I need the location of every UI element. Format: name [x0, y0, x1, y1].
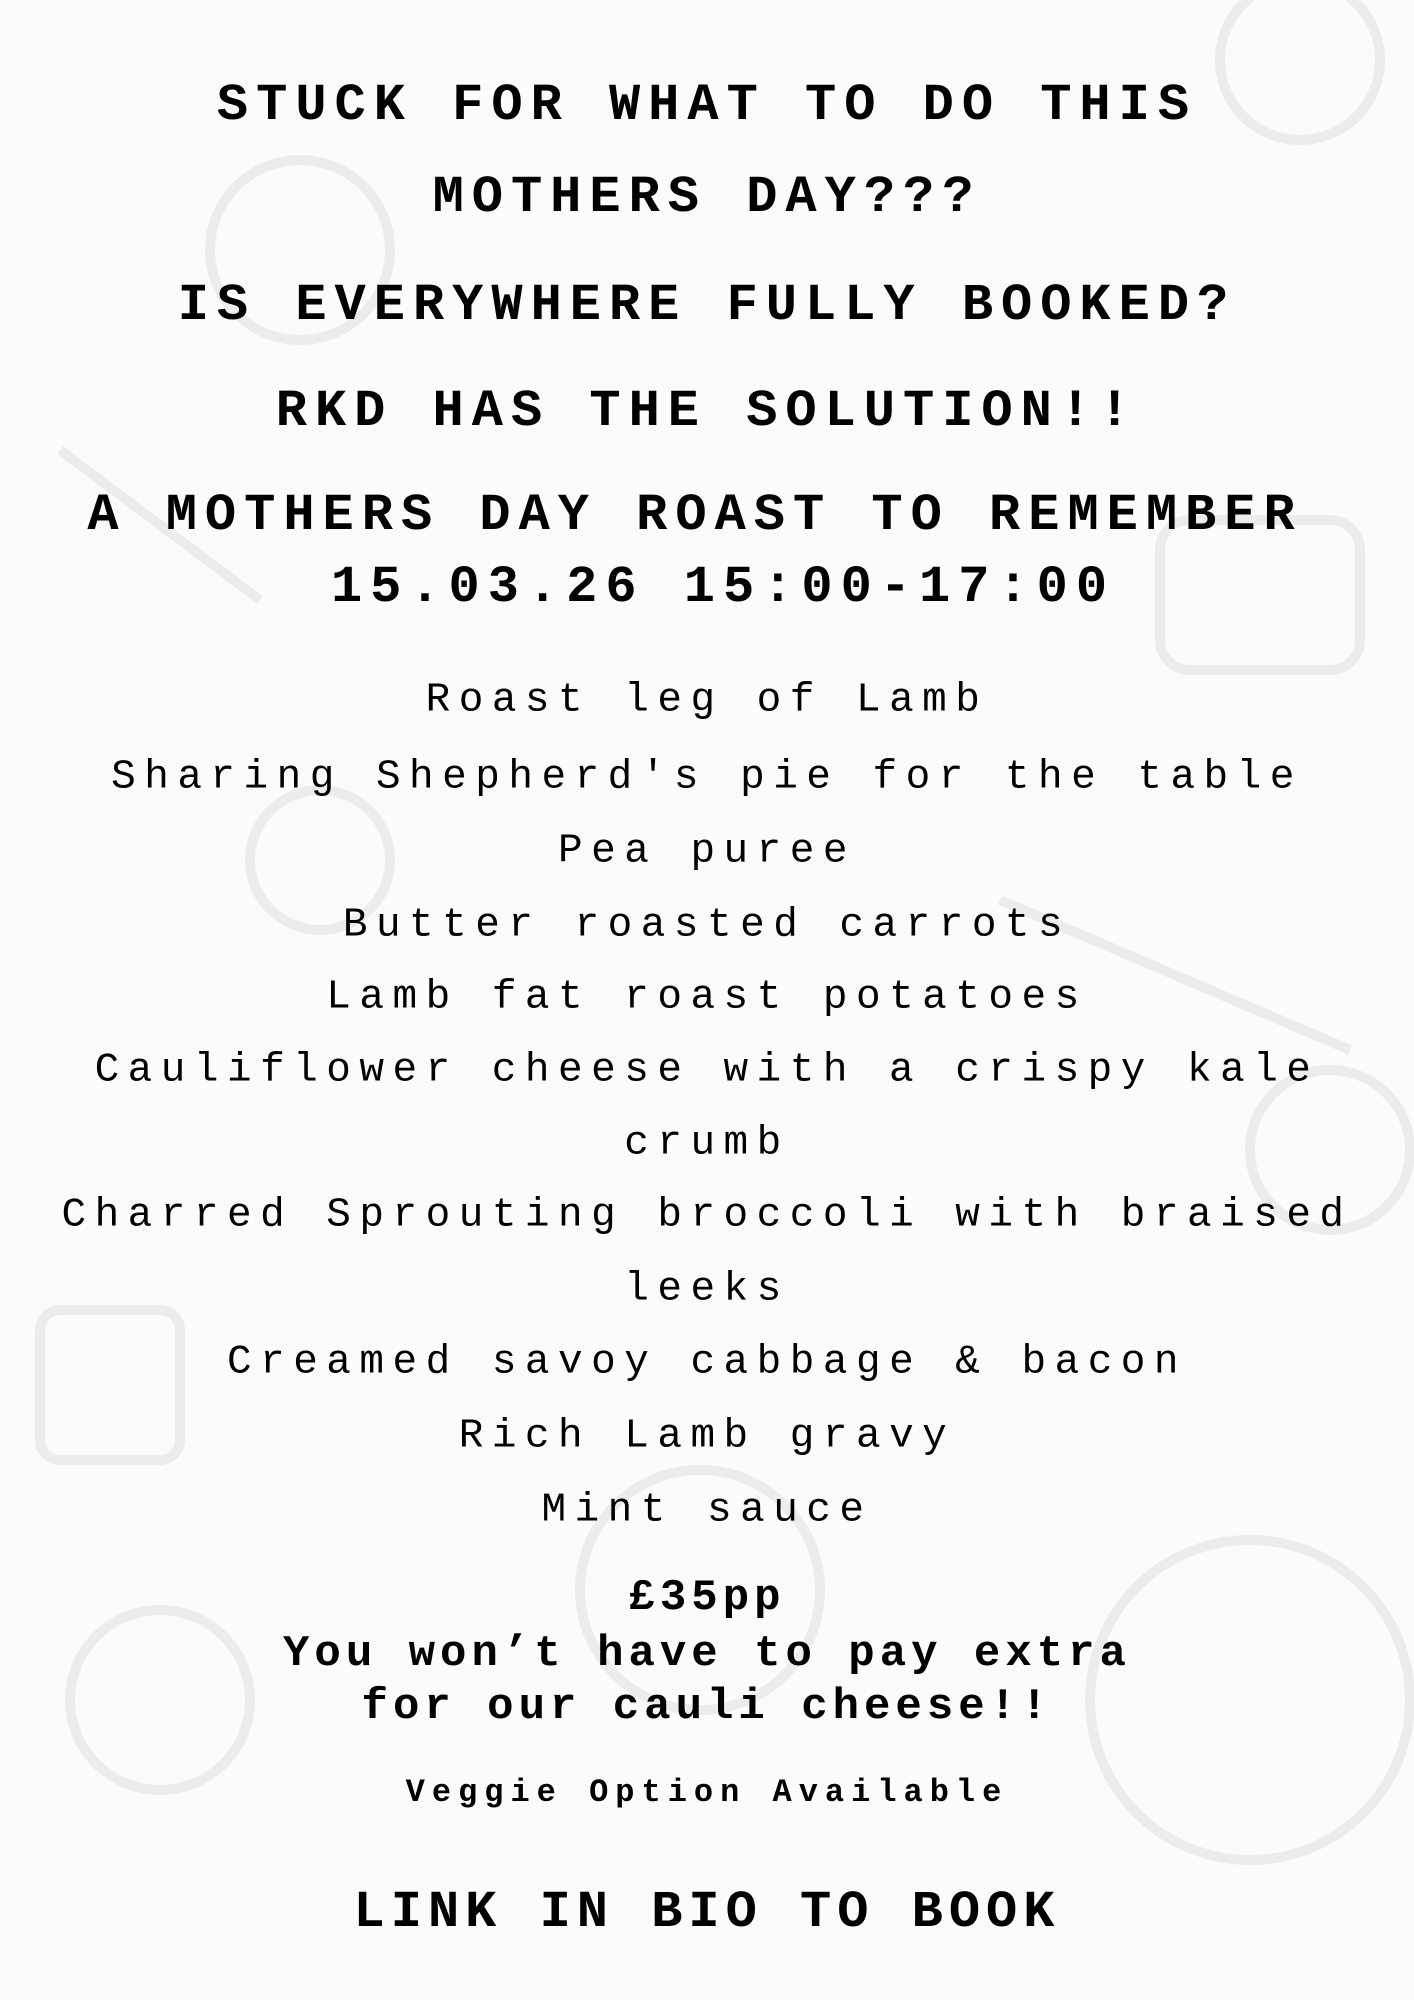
price: £35pp	[628, 1573, 786, 1623]
booking-cta: LINK IN BIO TO BOOK	[353, 1883, 1061, 1942]
menu-item: Mint sauce	[541, 1487, 873, 1534]
menu-item: Cauliflower cheese with a crispy kale	[94, 1047, 1320, 1094]
headline-line-4: RKD HAS THE SOLUTION!!	[275, 382, 1139, 441]
promo-line-2: for our cauli cheese!!	[361, 1682, 1053, 1732]
menu-item: crumb	[624, 1120, 790, 1167]
veggie-note: Veggie Option Available	[405, 1774, 1009, 1811]
promo-line-1: You won’t have to pay extra	[283, 1629, 1131, 1679]
menu-item: Pea puree	[558, 828, 856, 875]
menu-item: leeks	[624, 1266, 790, 1313]
menu-item: Lamb fat roast potatoes	[326, 974, 1088, 1021]
menu-item: Roast leg of Lamb	[425, 677, 989, 724]
menu-item: Rich Lamb gravy	[458, 1413, 956, 1460]
headline-line-3: IS EVERYWHERE FULLY BOOKED?	[177, 276, 1237, 335]
headline-line-5: A MOTHERS DAY ROAST TO REMEMBER	[87, 486, 1303, 545]
menu-item: Creamed savoy cabbage & bacon	[226, 1339, 1188, 1386]
menu-item: Sharing Shepherd's pie for the table	[111, 754, 1303, 801]
menu-item: Charred Sprouting broccoli with braised	[61, 1192, 1353, 1239]
menu-item: Butter roasted carrots	[342, 902, 1072, 949]
headline-line-2: MOTHERS DAY???	[432, 168, 982, 227]
headline-line-1: STUCK FOR WHAT TO DO THIS	[216, 76, 1198, 135]
event-datetime: 15.03.26 15:00-17:00	[330, 558, 1116, 617]
